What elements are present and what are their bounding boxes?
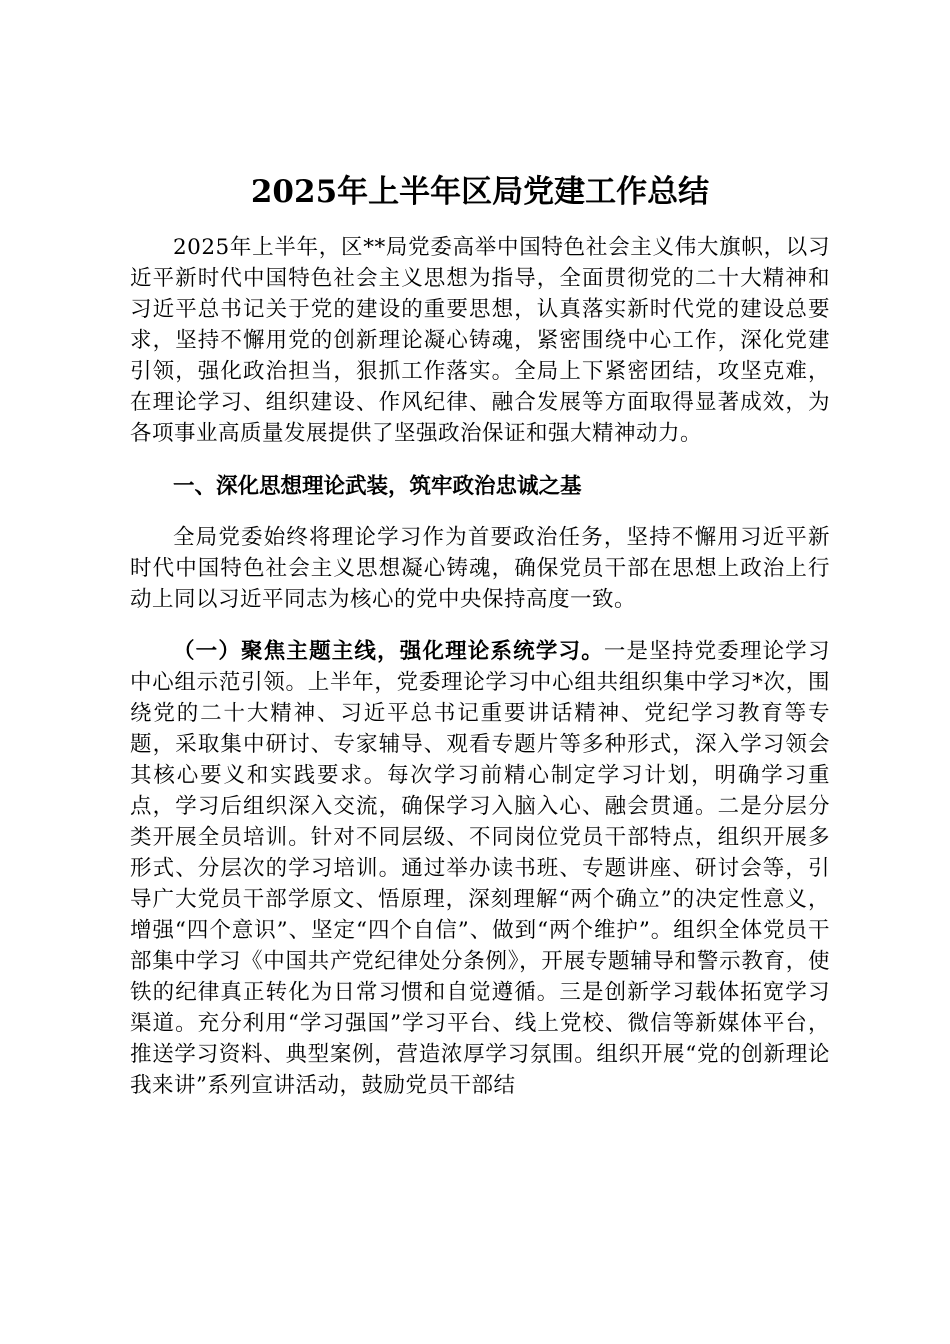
document-title: 2025年上半年区局党建工作总结 bbox=[250, 174, 710, 210]
intro-paragraph: 2025年上半年，区**局党委高举中国特色社会主义伟大旗帜，以习近平新时代中国特色社会主义思想为指导，全面贯彻党的二十大精神和习近平总书记关于党的建设的重要思想，认真落实新时代党的建设总要求，坚持不懈用党的创新理论凝心铸魂，紧密围绕中心工作，深化党建引领，强化政治担当，狠抓工作落实。全局上下紧密团结，攻坚克难，在理论学习、组织建设、作风纪律、融合发展等方面取得显著成效，为各项事业高质量发展提供了坚强政治保证和强大精神动力。 bbox=[130, 235, 830, 446]
subsection-body-1: 一是坚持党委理论学习中心组示范引领。上半年，党委理论学习中心组共组织集中学习*次，围绕党的二十大精神、习近平总书记重要讲话精神、党纪学习教育等专题，采取集中研讨、专家辅导、观看专题片等多种形式，深入学习领会其核心要义和实践要求。每次学习前精心制定学习计划，明确学习重点，学习后组织深入交流，确保学习入脑入心、融会贯通。二是分层分类开展全员培训。针对不同层级、不同岗位党员干部特点，组织开展多形式、分层次的学习培训。通过举办读书班、专题讲座、研讨会等，引导广大党员干部学原文、悟原理，深刻理解“两个确立”的决定性意义，增强“四个意识”、坚定“四个自信”、做到“两个维护”。组织全体党员干部集中学习《中国共产党纪律处分条例》，开展专题辅导和警示教育，使铁的纪律真正转化为日常习惯和自觉遵循。三是创新学习载体拓宽学习渠道。充分利用“学习强国”学习平台、线上党校、微信等新媒体平台，推送学习资料、典型案例，营造浓厚学习氛围。组织开展“党的创新理论我来讲”系列宣讲活动，鼓励党员干部结 bbox=[130, 639, 830, 1098]
section-heading-1: 一、深化思想理论武装，筑牢政治忠诚之基 bbox=[173, 474, 582, 499]
section-summary-paragraph: 全局党委始终将理论学习作为首要政治任务，坚持不懈用习近平新时代中国特色社会主义思想凝心铸魂，确保党员干部在思想上政治上行动上同以习近平同志为核心的党中央保持高度一致。 bbox=[130, 525, 830, 612]
document-page bbox=[130, 170, 830, 1101]
subsection-paragraph-1 bbox=[130, 636, 830, 1101]
subsection-lead-1: （一）聚焦主题主线，强化理论系统学习。 bbox=[173, 639, 604, 664]
